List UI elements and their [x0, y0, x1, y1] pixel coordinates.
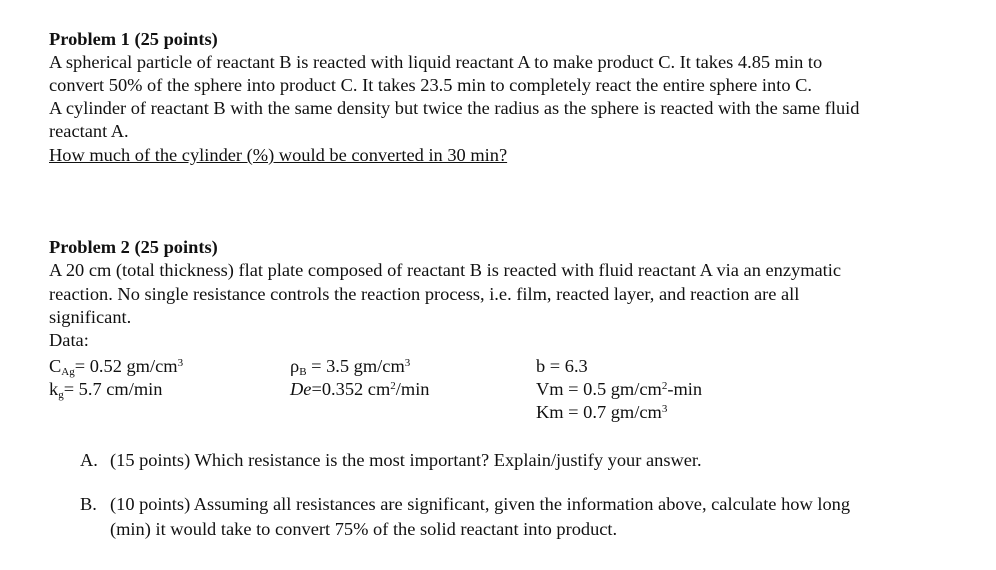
data-km — [536, 401, 667, 424]
data-kg-value: = 5.7 cm/min — [63, 379, 163, 399]
data-cag-symbol: C — [49, 356, 62, 376]
data-cag-value: = 0.52 gm/cm — [74, 356, 178, 376]
problem2-line-1: A 20 cm (total thickness) flat plate composed of reactant B is reacted with fluid reactant A via an enzymatic — [49, 260, 842, 280]
data-vm-value: Vm = 0.5 gm/cm — [536, 379, 662, 399]
data-de — [290, 378, 430, 401]
data-b — [536, 355, 588, 378]
problem1-line-4: reactant A. — [49, 121, 129, 141]
data-rhob — [290, 355, 410, 378]
data-de-symbol: De — [290, 379, 312, 399]
data-rhob-sub: B — [299, 366, 307, 378]
data-de-value: =0.352 cm — [311, 379, 391, 399]
data-km-value: Km = 0.7 gm/cm — [536, 402, 662, 422]
data-kg-symbol: k — [49, 379, 59, 399]
problem1-question: How much of the cylinder (%) would be converted in 30 min? — [49, 145, 508, 165]
problem1-line-3: A cylinder of reactant B with the same density but twice the radius as the sphere is reacted with the same fluid — [49, 98, 860, 118]
data-kg — [49, 378, 162, 401]
data-de-sup: 2 — [390, 380, 396, 392]
data-rhob-value: = 3.5 gm/cm — [306, 356, 405, 376]
problem2-line-2: reaction. No single resistance controls the reaction process, i.e. film, reacted layer, and reaction are all — [49, 284, 800, 304]
part-b-text-line-2: (min) it would take to convert 75% of the solid reactant into product. — [110, 519, 618, 539]
data-b-value: b = 6.3 — [536, 356, 588, 376]
data-vm-sup: 2 — [661, 380, 668, 392]
data-cag-sup: 3 — [177, 357, 184, 369]
problem1-line-1: A spherical particle of reactant B is reacted with liquid reactant A to make product C. It takes 4.85 min to — [49, 52, 823, 72]
data-rhob-sup: 3 — [404, 357, 411, 369]
data-de-tail: /min — [395, 379, 430, 399]
problem2-line-3: significant. — [49, 307, 132, 327]
data-cag-sub: Ag — [61, 366, 75, 378]
problem1-line-2: convert 50% of the sphere into product C. It takes 23.5 min to completely react the entire sphere into C. — [49, 75, 812, 95]
part-b-marker: B. — [80, 494, 97, 514]
data-cag — [49, 355, 183, 378]
problem2-title: Problem 2 (25 points) — [49, 237, 218, 257]
part-a-text: (15 points) Which resistance is the most important? Explain/justify your answer. — [110, 450, 702, 470]
part-a-marker: A. — [80, 450, 98, 470]
data-vm — [536, 378, 702, 401]
data-kg-sub: g — [58, 389, 64, 401]
problem2-data-label: Data: — [49, 330, 89, 350]
part-b-text-line-1: (10 points) Assuming all resistances are significant, given the information above, calculate how long — [110, 494, 851, 514]
data-km-sup: 3 — [661, 403, 668, 415]
problem1-title: Problem 1 (25 points) — [49, 29, 218, 49]
data-vm-tail: -min — [667, 379, 703, 399]
data-rhob-symbol: ρ — [290, 356, 300, 376]
